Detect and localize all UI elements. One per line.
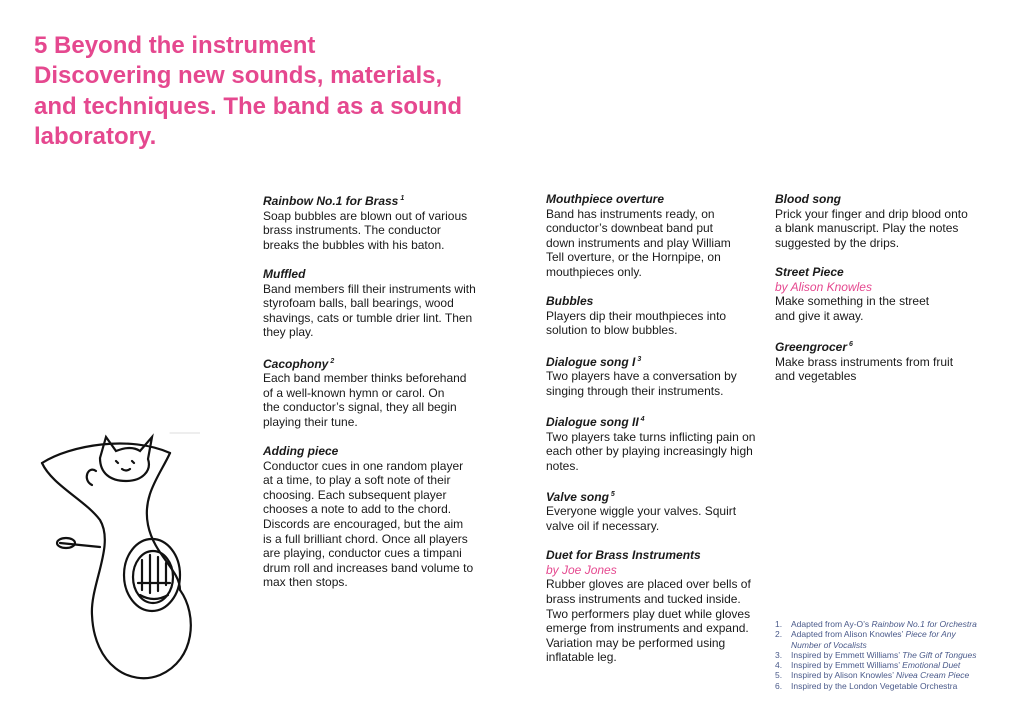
page-title: 5 Beyond the instrument <box>34 32 316 59</box>
piece-description-line: breaks the bubbles with his baton. <box>263 237 445 252</box>
piece-entry <box>546 294 755 338</box>
piece-description-line: Band members fill their instruments with <box>263 281 476 296</box>
footnote-work-title: Emotional Duet <box>902 660 961 671</box>
piece-description-line: of a well-known hymn or carol. On <box>263 385 445 400</box>
footnote <box>775 619 977 629</box>
piece-entry <box>775 338 968 384</box>
piece-description-line: choosing. Each subsequent player <box>263 487 447 502</box>
piece-description-line: notes. <box>546 458 579 473</box>
piece-author: by Joe Jones <box>546 562 617 577</box>
footnote-text: Inspired by Alison Knowles’ <box>791 670 897 681</box>
piece-title-text: Mouthpiece overture <box>546 192 665 206</box>
footnote-text: Inspired by the London Vegetable Orchestra <box>791 680 958 691</box>
footnote-work-title: Nivea Cream Piece <box>896 670 970 681</box>
column-2 <box>546 192 755 680</box>
piece-entry <box>546 353 755 399</box>
piece-title-text: Street Piece <box>775 264 844 279</box>
footnote-ref: 2 <box>330 357 335 365</box>
subtitle-line: laboratory. <box>34 123 157 150</box>
footnote <box>775 650 977 660</box>
piece-description-line: is a full brilliant chord. Once all players <box>263 531 468 546</box>
piece-description-line: brass instruments. The conductor <box>263 223 441 238</box>
piece-title-text: Cacophony <box>263 356 329 371</box>
piece-entry <box>263 355 476 430</box>
piece-description-line: Two players take turns inflicting pain on <box>546 429 756 444</box>
piece-description-line: Two performers play duet while gloves <box>546 606 751 621</box>
piece-title <box>263 355 476 372</box>
piece-title-text: Adding piece <box>263 444 339 459</box>
subtitle-line: and techniques. The band as a sound <box>34 92 463 120</box>
piece-description-line: suggested by the drips. <box>775 235 900 250</box>
piece-description-line: inflatable leg. <box>546 650 617 665</box>
piece-description-line: valve oil if necessary. <box>546 519 660 534</box>
piece-description-line: the conductor’s signal, they all begin <box>263 400 457 415</box>
piece-description-line: Everyone wiggle your valves. Squirt <box>546 504 737 519</box>
footnote-number: 6. <box>775 680 783 691</box>
piece-title-text: Dialogue song II <box>546 414 639 429</box>
footnote-text: Adapted from Alison Knowles’ <box>791 629 906 640</box>
footnote-number: 3. <box>775 649 783 660</box>
footnote-number: 4. <box>775 660 783 671</box>
piece-description-line: Rubber gloves are placed over bells of <box>546 577 751 592</box>
footnote-text: Inspired by Emmett Williams’ <box>791 660 903 671</box>
piece-description-line: styrofoam balls, ball bearings, wood <box>263 296 454 311</box>
piece-description-line: Prick your finger and drip blood onto <box>775 206 968 221</box>
piece-description-line: Discords are encouraged, but the aim <box>263 517 464 532</box>
piece-description-line: Tell overture, or the Hornpipe, on <box>546 250 721 265</box>
footnote-ref: 4 <box>640 415 645 423</box>
piece-title <box>263 267 476 282</box>
footnote-number: 5. <box>775 670 783 681</box>
footnote-ref: 1 <box>400 195 405 202</box>
piece-title-text: Muffled <box>263 266 306 281</box>
footnote-work-title: The Gift of Tongues <box>902 649 977 660</box>
piece-description-line: emerge from instruments and expand. <box>546 621 749 636</box>
piece-description-line: each other by playing increasingly high <box>546 444 753 459</box>
subtitle-line: Discovering new sounds, materials, <box>34 62 443 89</box>
piece-title-text: Dialogue song I <box>546 354 636 369</box>
piece-description-line: chooses a note to add to the chord. <box>263 502 452 517</box>
piece-description-line: Each band member thinks beforehand <box>263 371 467 386</box>
piece-description-line: brass instruments and tucked inside. <box>546 592 741 607</box>
piece-entry <box>775 265 968 323</box>
piece-entry <box>546 548 755 665</box>
piece-description-line: drum roll and increases band volume to <box>263 560 474 575</box>
footnote-ref: 5 <box>610 490 615 498</box>
footnote-text: Adapted from Ay-O’s <box>791 619 872 629</box>
footnote <box>775 681 977 691</box>
column-1 <box>263 192 476 605</box>
page-subtitle <box>34 61 494 153</box>
footnote-ref: 6 <box>849 340 853 348</box>
piece-title <box>263 192 476 209</box>
tuba-cat-illustration <box>30 425 200 705</box>
piece-title <box>263 444 476 459</box>
footnote <box>775 629 977 650</box>
piece-entry <box>546 488 755 534</box>
footnotes <box>775 619 977 691</box>
piece-description-line: mouthpieces only. <box>546 264 642 279</box>
piece-title-text: Bubbles <box>546 294 594 309</box>
piece-title <box>775 192 968 207</box>
piece-description-line: Conductor cues in one random player <box>263 458 464 473</box>
footnote <box>775 660 977 670</box>
piece-title-text: Valve song <box>546 489 609 504</box>
piece-description-line: Players dip their mouthpieces into <box>546 308 727 323</box>
footnote-ref: 3 <box>637 355 642 363</box>
piece-entry <box>263 192 476 252</box>
piece-entry <box>546 413 755 473</box>
piece-description-line: they play. <box>263 325 314 340</box>
piece-entry <box>546 192 755 280</box>
piece-description-line: shavings, cats or tumble drier lint. Then <box>263 310 473 325</box>
piece-entry <box>263 267 476 340</box>
piece-description-line: Soap bubbles are blown out of various <box>263 208 468 223</box>
piece-title-text: Duet for Brass Instruments <box>546 548 701 563</box>
piece-title <box>546 488 755 505</box>
piece-title <box>546 192 755 207</box>
piece-description-line: are playing, conductor cues a timpani <box>263 546 462 561</box>
piece-description-line: playing their tune. <box>263 414 358 429</box>
piece-title <box>546 413 755 430</box>
piece-title <box>546 294 755 309</box>
piece-description-line: a blank manuscript. Play the notes <box>775 221 959 236</box>
footnote-number: 2. <box>775 629 783 640</box>
piece-entry <box>263 444 476 590</box>
piece-description-line: and vegetables <box>775 369 857 384</box>
footnote-work-title: Rainbow No.1 for Orchestra <box>871 619 977 629</box>
piece-description-line: Variation may be performed using <box>546 635 726 650</box>
piece-title-text: Blood song <box>775 192 841 206</box>
piece-author: by Alison Knowles <box>775 279 872 294</box>
footnote-work-title: Piece for Any <box>905 629 956 640</box>
piece-entry <box>775 192 968 250</box>
footnote-text: Inspired by Emmett Williams’ <box>791 649 903 660</box>
column-3 <box>775 192 968 398</box>
footnote <box>775 670 977 680</box>
piece-description-line: down instruments and play William <box>546 235 731 250</box>
piece-description-line: at a time, to play a soft note of their <box>263 473 451 488</box>
footnote-work-title: Number of Vocalists <box>791 639 867 650</box>
piece-title-text: Rainbow No.1 for Brass <box>263 194 399 208</box>
piece-description-line: Band has instruments ready, on <box>546 206 715 221</box>
piece-title <box>775 338 968 355</box>
footnote-number: 1. <box>775 619 783 629</box>
piece-title <box>546 548 755 563</box>
piece-description-line: max then stops. <box>263 575 348 590</box>
piece-description-line: Make brass instruments from fruit <box>775 354 954 369</box>
piece-description-line: solution to blow bubbles. <box>546 323 678 338</box>
piece-title-text: Greengrocer <box>775 339 848 354</box>
piece-title <box>775 265 968 280</box>
piece-description-line: Make something in the street <box>775 294 930 309</box>
piece-title <box>546 353 755 370</box>
piece-description-line: conductor’s downbeat band put <box>546 221 714 236</box>
piece-description-line: singing through their instruments. <box>546 383 724 398</box>
piece-description-line: and give it away. <box>775 308 864 323</box>
piece-description-line: Two players have a conversation by <box>546 369 737 384</box>
